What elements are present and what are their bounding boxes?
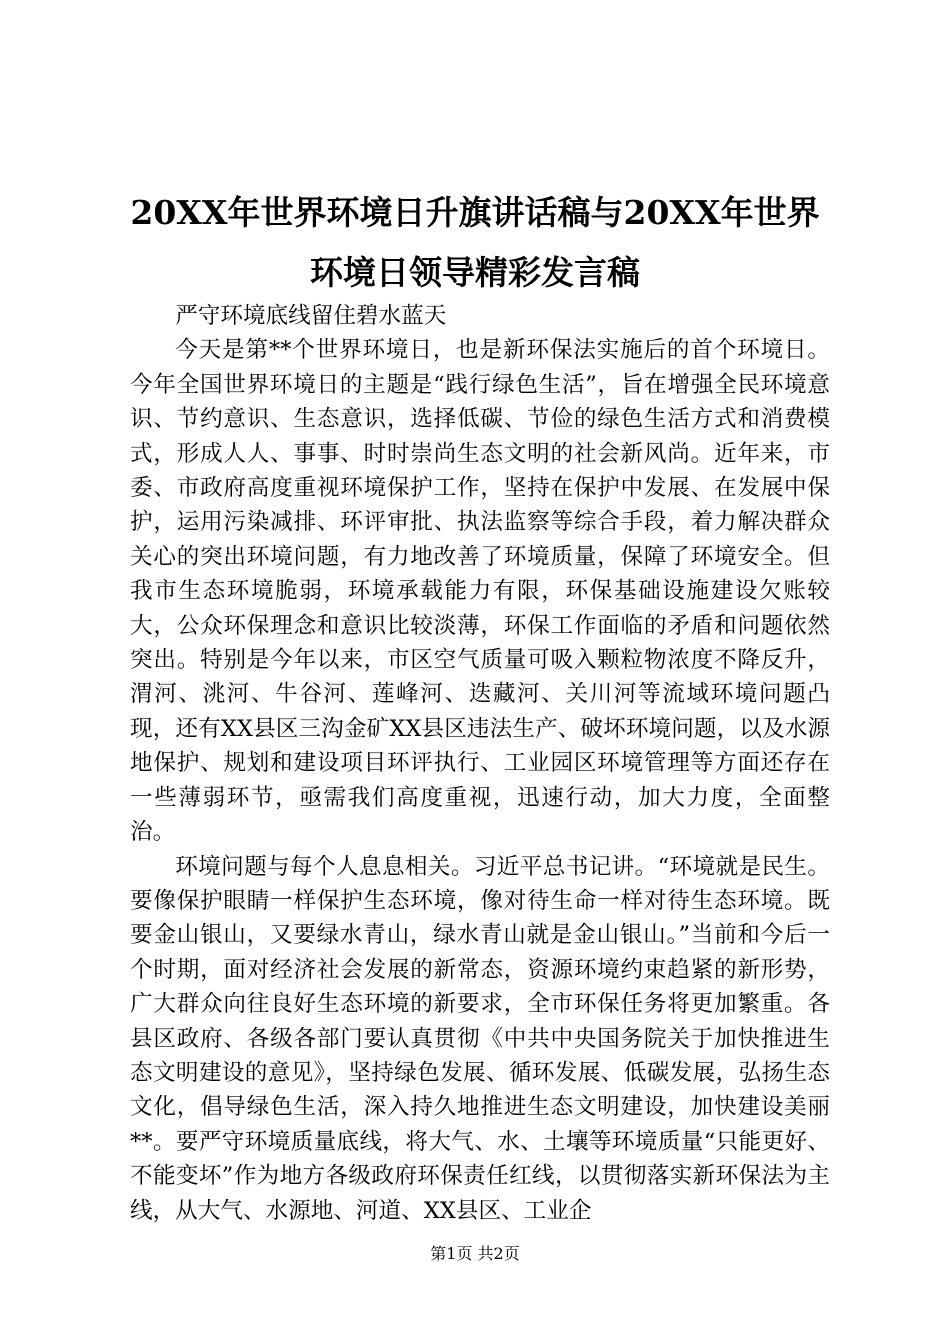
document-title-line-2: 环境日领导精彩发言稿: [310, 253, 640, 292]
paragraph-2: 环境问题与每个人息息相关。习近平总书记讲。“环境就是民生。要像保护眼睛一样保护生态环境，像对待生命一样对待生态环境。既要金山银山，又要绿水青山，绿水青山就是金山银山。”当前和今后一个时期，面对经济社会发展的新常态，资源环境约束趋紧的新形势，广大群众向往良好生态环境的新要求，全市环保任务将更加繁重。各县区政府、各级各部门要认真贯彻《中共中央国务院关于加快推进生态文明建设的意见》，坚持绿色发展、循环发展、低碳发展，弘扬生态文化，倡导绿色生活，深入持久地推进生态文明建设，加快建设美丽**。要严守环境质量底线，将大气、水、土壤等环境质量“只能更好、不能变坏”作为地方各级政府环保责任红线，以贯彻落实新环保法为主线，从大气、水源地、河道、XX县区、工业企: [130, 853, 830, 1224]
document-subtitle: 严守环境底线留住碧水蓝天: [175, 303, 447, 329]
document-title-line-1: 20XX年世界环境日升旗讲话稿与20XX年世界: [130, 193, 820, 232]
page-footer: 第1页 共2页: [430, 1244, 520, 1263]
paragraph-1: 今天是第**个世界环境日，也是新环保法实施后的首个环境日。今年全国世界环境日的主题是“践行绿色生活”，旨在增强全民环境意识、节约意识、生态意识，选择低碳、节俭的绿色生活方式和消费模式，形成人人、事事、时时崇尚生态文明的社会新风尚。近年来，市委、市政府高度重视环境保护工作，坚持在保护中发展、在发展中保护，运用污染减排、环评审批、执法监察等综合手段，着力解决群众关心的突出环境问题，有力地改善了环境质量，保障了环境安全。但我市生态环境脆弱，环境承载能力有限，环保基础设施建设欠账较大，公众环保理念和意识比较淡薄，环保工作面临的矛盾和问题依然突出。特别是今年以来，市区空气质量可吸入颗粒物浓度不降反升，渭河、洮河、牛谷河、莲峰河、迭藏河、关川河等流域环境问题凸现，还有XX县区三沟金矿XX县区违法生产、破坏环境问题，以及水源地保护、规划和建设项目环评执行、工业园区环境管理等方面还存在一些薄弱环节，亟需我们高度重视，迅速行动，加大力度，全面整治。: [130, 337, 830, 846]
document-body: [130, 299, 830, 1228]
